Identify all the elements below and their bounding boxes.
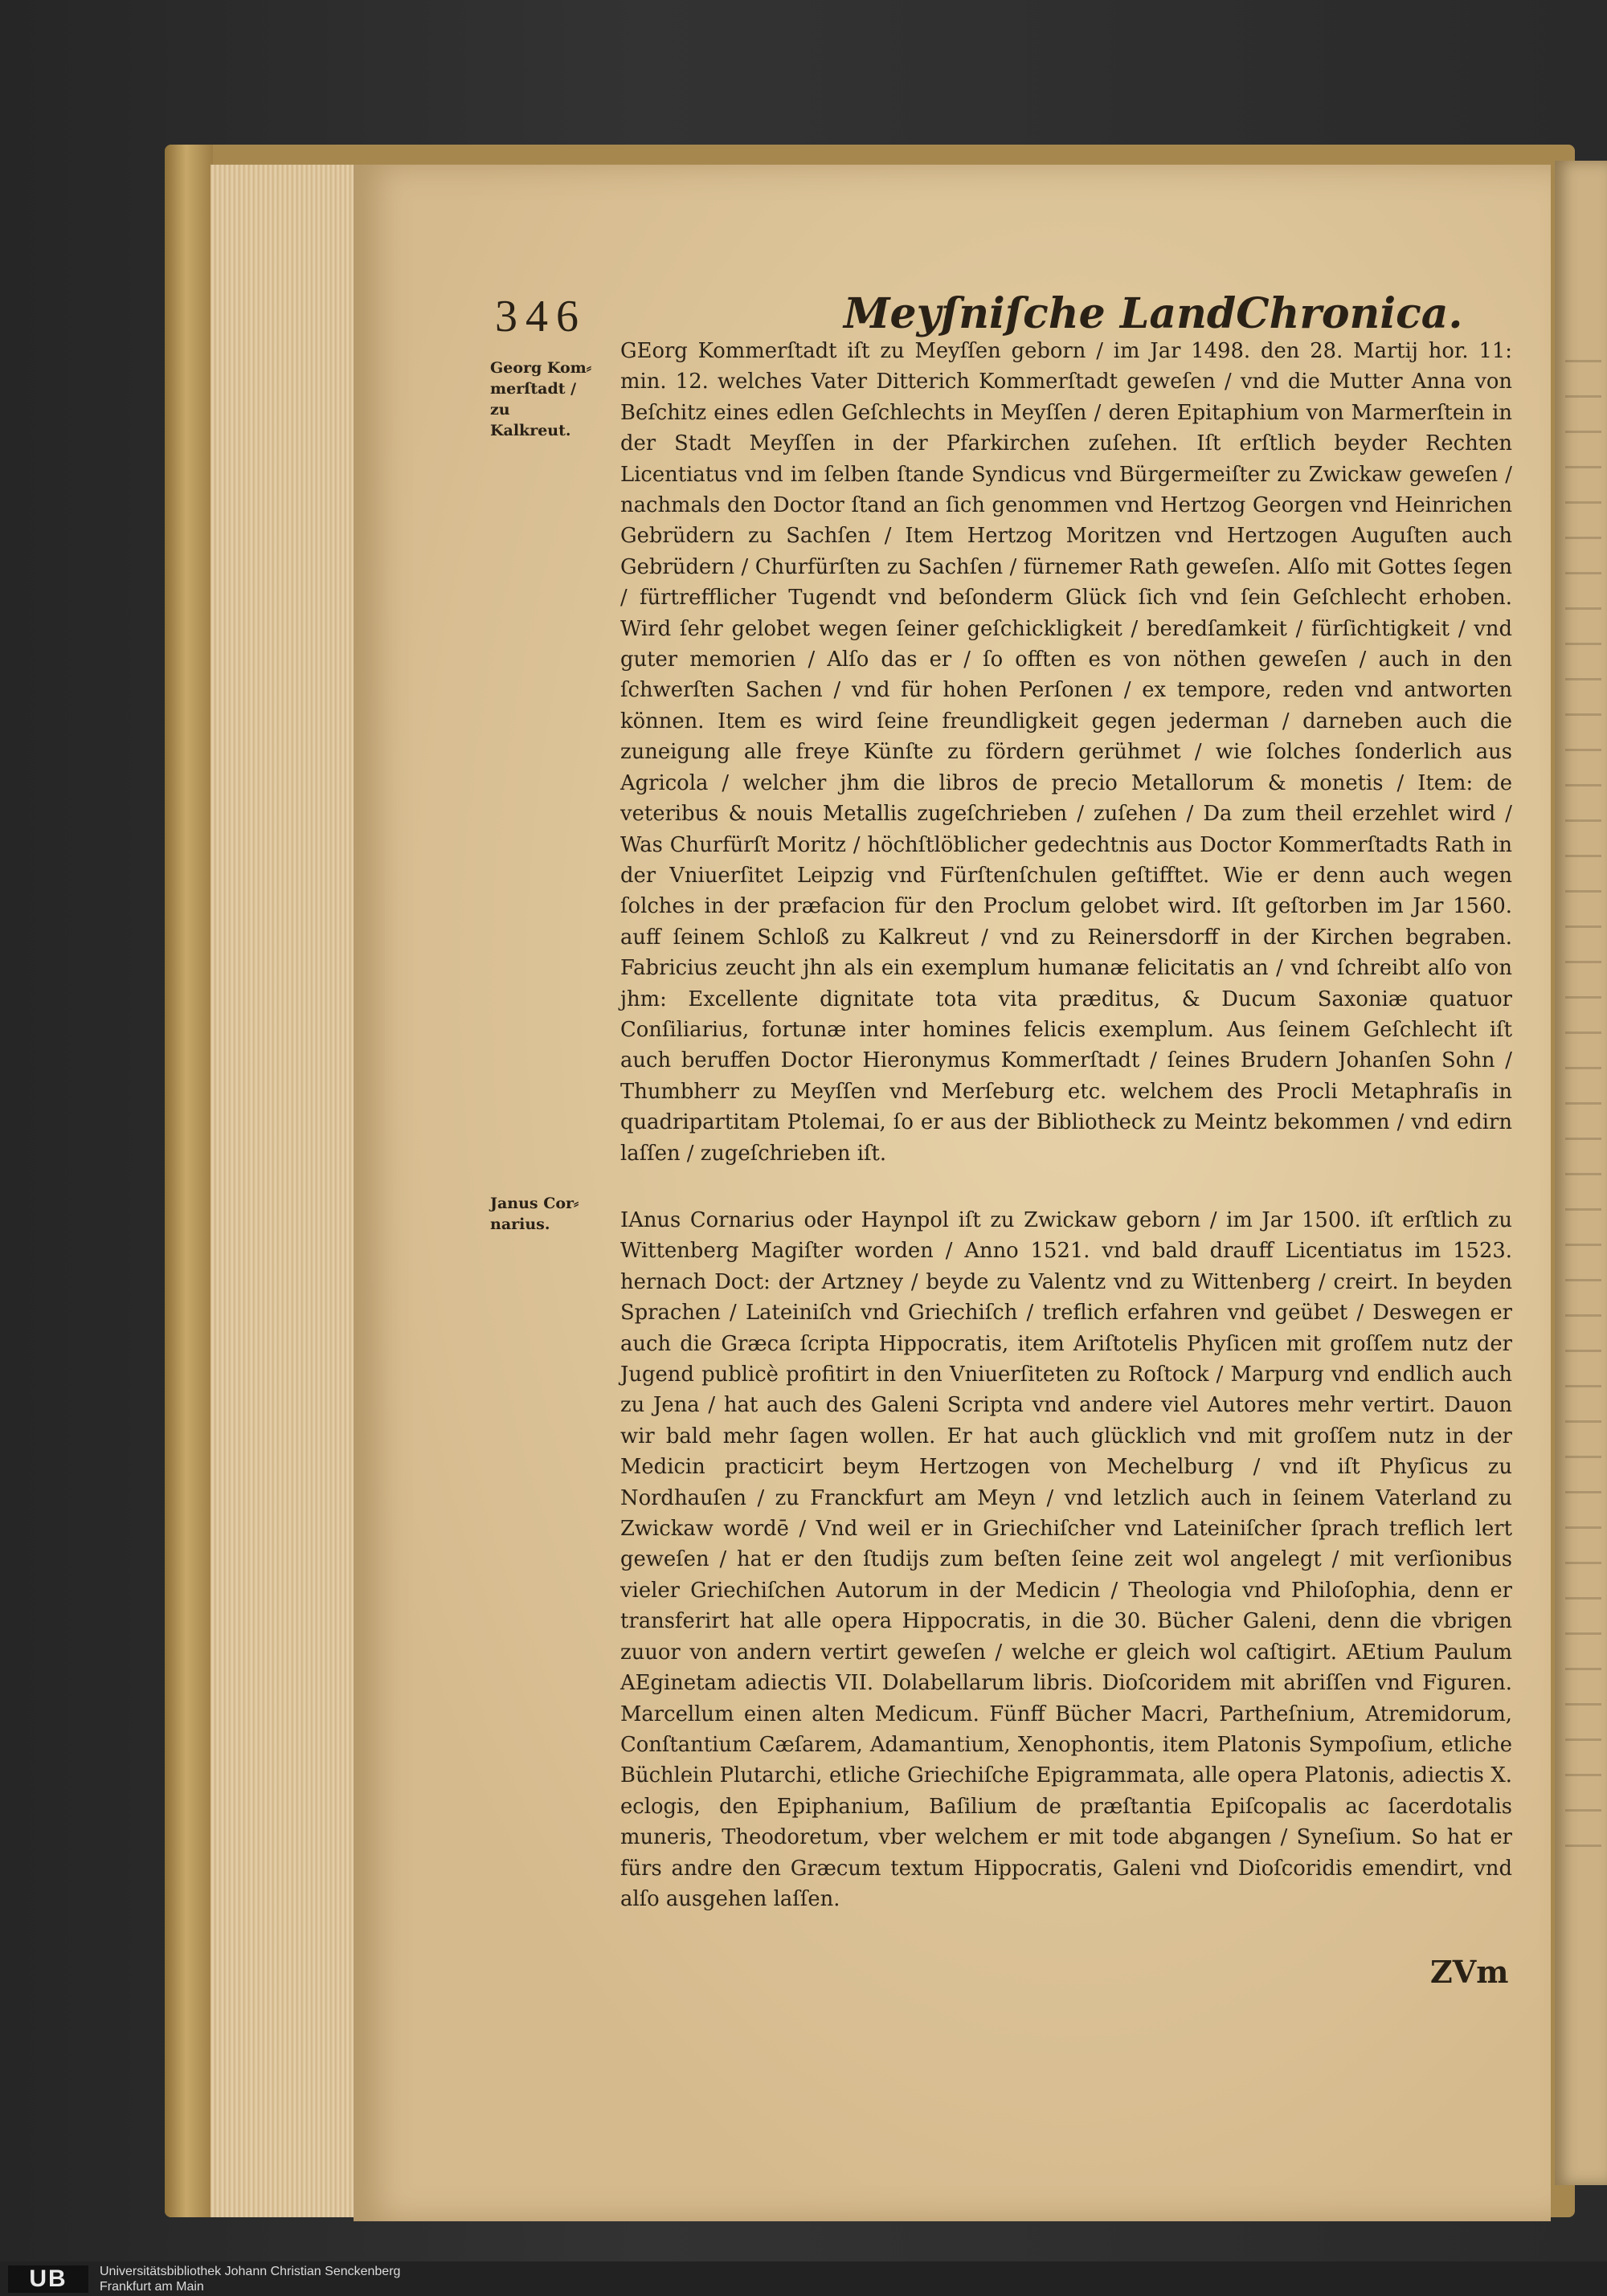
facing-page-text-fragment: [1565, 337, 1601, 1864]
entry-cornarius-text: IAnus Cornarius oder Haynpol iſt zu Zwickaw geborn / im Jar 1500. iſt erſtlich zu Wittenberg Magiſter worden / Anno 1521. vnd bald drauff Licentiatus im 1523. hernach Doct: der Artzney / beyde zu Valentz vnd zu Wittenberg / creirt. In beyden Sprachen / Lateiniſch vnd Griechiſch / treflich erfahren vnd geübet / Deswegen er auch die Græca ſcripta Hippocratis, item Ariſtotelis Phyſicen mit groſſem nutz der Jugend publicè profitirt in den Vniuerſiteten zu Roſtock / Marpurg vnd endlich auch zu Jena / hat auch des Galeni Scripta vnd andere viel Autores mehr vertirt. Dauon wir bald mehr ſagen wollen. Er hat auch glücklich vnd mit groſſem nutz in der Medicin practicirt beym Hertzogen von Mechelburg / vnd iſt Phyſicus zu Nordhauſen / zu Franckfurt am Meyn / vnd letzlich auch in ſeinem Vaterland zu Zwickaw wordē / Vnd weil er in Griechiſcher vnd Lateiniſcher ſprach treflich lert geweſen / hat er den ſtudijs zum beſten ſeine zeit wol angelegt / mit verſionibus vieler Griechiſchen Autorum in der Medicin / Theologia vnd Philoſophia, denn er transferirt hat alle opera Hippocratis, in die 30. Bücher Galeni, denn die vbrigen zuuor von andern vertirt geweſen / welche er gleich wol caſtigirt. AEtium Paulum AEginetam adiectis VII. Dolabellarum libris. Dioſcoridem mit abriſſen vnd Figuren. Marcellum einen alten Medicum. Fünff Bücher Macri, Partheſnium, Atremidorum, Conſtantium Cæſarem, Adamantium, Xenophontis, item Platonis Sympoſium, etliche Büchlein Plutarchi, etliche Griechiſche Epigrammata, alle opera Platonis, adiectis X. eclogis, den Epiphanium, Baſilium de præſtantia Epiſcopalis ac ſacerdotalis muneris, Theodoretum, vber welchem er mit tode abgangen / Syneſium. So hat er fürs andre den Græcum textum Hippocratis, Galeni vnd Dioſcoridis emendirt, vnd alſo ausgehen laſſen.: [620, 1208, 1512, 1911]
library-name: Universitätsbibliothek Johann Christian Senckenberg: [100, 2265, 401, 2278]
running-head: Meyſniſche LandChronica.: [844, 289, 1463, 338]
catchword: ZVm: [1430, 1954, 1509, 1990]
entry-kommerstadt-text: GEorg Kommerſtadt iſt zu Meyſſen geborn / im Jar 1498. den 28. Martij hor. 11: min. 12. welches Vater Ditterich Kommerſtadt geweſen / vnd die Mutter Anna von Beſchitz eines edlen Geſchlechts in Meyſſen / deren Epitaphium von Marmerſtein in der Stadt Meyſſen in der Pfarkirchen zuſehen. Iſt erſtlich beyder Rechten Licentiatus vnd im ſelben ſtande Syndicus vnd Bürgermeiſter zu Zwickaw geweſen / nachmals den Doctor ſtand an ſich genommen vnd Hertzog Georgen vnd Heinrichen Gebrüdern zu Sachſen / Item Hertzog Moritzen vnd Hertzogen Auguſten auch Gebrüdern / Churfürſten zu Sachſen / fürnemer Rath geweſen. Alſo mit Gottes ſegen / fürtrefflicher Tugendt vnd beſonderm Glück ſich vnd ſein Geſchlecht erhoben. Wird ſehr gelobet wegen ſeiner geſchickligkeit / beredſamkeit / fürſichtigkeit / vnd guter memorien / Alſo das er / ſo offten es von nöthen geweſen / auch in den ſchwerſten Sachen / vnd für hohen Perſonen / ex tempore, reden vnd antworten können. Item es wird ſeine freundligkeit gegen jederman / darneben auch die zuneigung alle freye Künſte zu fördern gerühmet / wie ſolches ſonderlich aus Agricola / welcher jhm die libros de precio Metallorum & monetis / Item: de veteribus & nouis Metallis zugeſchrieben / zuſehen / Da zum theil erzehlet wird / Was Churfürſt Moritz / höchſtlöblicher gedechtnis aus Doctor Kommerſtadts Rath in der Vniuerſitet Leipzig vnd Fürſtenſchulen geſtifftet. Wie er denn auch wegen ſolches in der præfacion für den Proclum gelobet wird. Iſt geſtorben im Jar 1560. auff ſeinem Schloß zu Kalkreut / vnd zu Reinersdorff in der Kirchen begraben. Fabricius zeucht jhn als ein exemplum humanæ felicitatis an / vnd ſchreibt alſo von jhm: Excellente dignitate tota vita præditus, & Ducum Saxoniæ quatuor Conſiliarius, fortunæ inter homines felicis exemplum. Aus ſeinem Geſchlecht iſt auch beruffen Doctor Hieronymus Kommerſtadt / ſeines Brudern Johanſen Sohn / Thumbherr zu Meyſſen vnd Merſeburg etc. welchem des Procli Metaphraſis in quadripartitam Ptolemai, ſo er aus der Bibliotheck zu Meintz bekommen / vnd edirn laſſen / zugeſchrieben iſt.: [620, 339, 1512, 1166]
marginal-note-cornarius: Janus Cor⸗ narius.: [490, 1195, 579, 1233]
marginal-note-kommerstadt: Georg Kom⸗ merſtadt / zu Kalkreut.: [490, 359, 592, 439]
page-block-edges: [211, 165, 371, 2217]
library-logo: UB: [8, 2265, 88, 2293]
book-cover-edge: [165, 145, 213, 2217]
library-city: Frankfurt am Main: [100, 2280, 204, 2294]
page-number: 346: [495, 292, 587, 341]
